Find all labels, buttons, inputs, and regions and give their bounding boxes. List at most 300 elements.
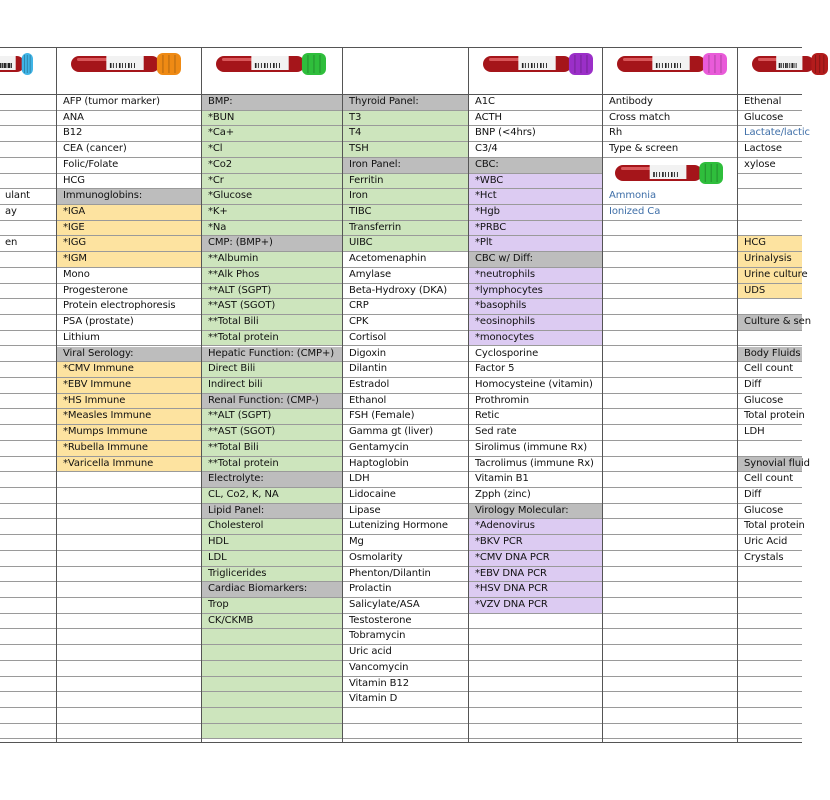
test-cell: LDH <box>738 425 802 441</box>
test-cell: Ethanol <box>343 394 468 410</box>
test-cell: HCG <box>738 236 802 252</box>
tube-column-6 <box>737 47 811 743</box>
column-header <box>0 48 56 95</box>
empty-cell <box>57 567 201 583</box>
empty-cell <box>469 645 602 661</box>
test-cell: Total protein <box>738 409 802 425</box>
test-cell: Sirolimus (immune Rx) <box>469 441 602 457</box>
test-cell: Mono <box>57 268 201 284</box>
test-cell: **Total protein <box>202 457 342 473</box>
empty-cell <box>0 284 56 300</box>
test-cell: Salicylate/ASA <box>343 598 468 614</box>
test-tube-icon <box>0 51 35 77</box>
test-cell: Lithium <box>57 331 201 347</box>
test-cell <box>0 126 56 142</box>
test-cell: Beta-Hydroxy (DKA) <box>343 284 468 300</box>
test-cell: Osmolarity <box>343 551 468 567</box>
empty-cell <box>57 645 201 661</box>
empty-cell <box>603 315 737 331</box>
section-header: CBC: <box>469 158 602 174</box>
test-cell: Haptoglobin <box>343 457 468 473</box>
empty-cell <box>0 582 56 598</box>
test-cell: ay <box>0 205 56 221</box>
empty-cell <box>603 614 737 630</box>
test-cell: Protein electrophoresis <box>57 299 201 315</box>
test-cell: *IGE <box>57 221 201 237</box>
test-tube-icon <box>481 51 595 77</box>
test-cell: Vancomycin <box>343 661 468 677</box>
empty-cell <box>0 268 56 284</box>
test-cell: **Albumin <box>202 252 342 268</box>
empty-cell <box>57 724 201 740</box>
empty-cell <box>469 661 602 677</box>
empty-cell <box>202 645 342 661</box>
test-cell: Factor 5 <box>469 362 602 378</box>
empty-cell <box>57 504 201 520</box>
test-cell: Prothromin <box>469 394 602 410</box>
empty-cell <box>0 614 56 630</box>
empty-cell <box>603 409 737 425</box>
test-cell: Cell count <box>738 472 802 488</box>
section-header: Virology Molecular: <box>469 504 602 520</box>
test-cell: CL, Co2, K, NA <box>202 488 342 504</box>
empty-cell <box>0 661 56 677</box>
test-cell: T3 <box>343 111 468 127</box>
tube-column-4 <box>468 47 602 743</box>
test-cell: *monocytes <box>469 331 602 347</box>
empty-cell <box>202 692 342 708</box>
test-cell: AFP (tumor marker) <box>57 95 201 111</box>
test-cell: Uric Acid <box>738 535 802 551</box>
empty-cell <box>469 614 602 630</box>
column-header <box>343 48 468 95</box>
test-cell: *EBV Immune <box>57 378 201 394</box>
test-cell: Zpph (zinc) <box>469 488 602 504</box>
test-cell: **ALT (SGPT) <box>202 409 342 425</box>
empty-cell <box>603 299 737 315</box>
test-cell: *VZV DNA PCR <box>469 598 602 614</box>
section-header: Renal Function: (CMP-) <box>202 394 342 410</box>
test-cell: Homocysteine (vitamin) <box>469 378 602 394</box>
test-cell: Cortisol <box>343 331 468 347</box>
empty-cell <box>0 488 56 504</box>
empty-cell <box>738 708 802 724</box>
test-tube-icon <box>615 51 729 77</box>
test-cell: Crystals <box>738 551 802 567</box>
test-cell: Cyclosporine <box>469 347 602 363</box>
empty-cell <box>738 677 802 693</box>
empty-cell <box>603 582 737 598</box>
empty-cell <box>0 598 56 614</box>
column-header <box>202 48 342 95</box>
test-tube-icon <box>69 51 183 77</box>
empty-cell <box>603 661 737 677</box>
empty-cell <box>603 692 737 708</box>
empty-cell <box>57 661 201 677</box>
section-header: BMP: <box>202 95 342 111</box>
test-cell: Testosterone <box>343 614 468 630</box>
empty-cell <box>343 708 468 724</box>
test-cell: *IGM <box>57 252 201 268</box>
test-cell: **Alk Phos <box>202 268 342 284</box>
test-cell: *Adenovirus <box>469 519 602 535</box>
test-cell: HDL <box>202 535 342 551</box>
empty-cell <box>738 629 802 645</box>
test-cell: HCG <box>57 174 201 190</box>
test-cell: *BUN <box>202 111 342 127</box>
test-cell: BNP (<4hrs) <box>469 126 602 142</box>
section-header: Cardiac Biomarkers: <box>202 582 342 598</box>
test-cell: *eosinophils <box>469 315 602 331</box>
test-cell: *EBV DNA PCR <box>469 567 602 583</box>
test-cell <box>0 142 56 158</box>
test-cell: Retic <box>469 409 602 425</box>
test-cell <box>0 111 56 127</box>
empty-cell <box>603 378 737 394</box>
empty-cell <box>202 629 342 645</box>
empty-cell <box>603 472 737 488</box>
test-cell: *Mumps Immune <box>57 425 201 441</box>
column-header <box>469 48 602 95</box>
column-header <box>603 48 737 95</box>
test-cell <box>738 221 802 237</box>
test-cell: Lactate/lactic <box>738 126 802 142</box>
test-tube-icon <box>613 160 725 186</box>
test-cell: *IGA <box>57 205 201 221</box>
test-cell: Cholesterol <box>202 519 342 535</box>
empty-cell <box>0 299 56 315</box>
test-cell: Glucose <box>738 394 802 410</box>
section-header: Lipid Panel: <box>202 504 342 520</box>
test-cell: Iron <box>343 189 468 205</box>
test-cell: *Rubella Immune <box>57 441 201 457</box>
test-cell: Ammonia <box>603 189 737 205</box>
test-cell: Acetomenaphin <box>343 252 468 268</box>
empty-cell <box>0 567 56 583</box>
test-cell: *Co2 <box>202 158 342 174</box>
section-header: Body Fluids <box>738 347 802 363</box>
empty-cell <box>343 724 468 740</box>
test-cell <box>738 174 802 190</box>
test-cell: Uric acid <box>343 645 468 661</box>
empty-cell <box>0 472 56 488</box>
empty-cell <box>0 425 56 441</box>
test-cell: CRP <box>343 299 468 315</box>
test-cell: Triglicerides <box>202 567 342 583</box>
test-cell <box>0 221 56 237</box>
test-cell: Transferrin <box>343 221 468 237</box>
test-cell: UIBC <box>343 236 468 252</box>
test-cell <box>0 174 56 190</box>
section-header: Hepatic Function: (CMP+) <box>202 347 342 363</box>
test-cell: Prolactin <box>343 582 468 598</box>
test-cell: C3/4 <box>469 142 602 158</box>
test-cell: *lymphocytes <box>469 284 602 300</box>
test-cell: TIBC <box>343 205 468 221</box>
tube-column-3 <box>342 47 468 743</box>
empty-cell <box>202 661 342 677</box>
test-cell <box>738 299 802 315</box>
test-cell: PSA (prostate) <box>57 315 201 331</box>
empty-cell <box>57 692 201 708</box>
test-cell: Estradol <box>343 378 468 394</box>
empty-cell <box>0 708 56 724</box>
empty-cell <box>603 551 737 567</box>
empty-cell <box>57 582 201 598</box>
test-cell: TSH <box>343 142 468 158</box>
test-cell: *IGG <box>57 236 201 252</box>
empty-cell <box>738 598 802 614</box>
empty-cell <box>0 362 56 378</box>
empty-cell <box>603 488 737 504</box>
test-cell: Gentamycin <box>343 441 468 457</box>
test-cell: en <box>0 236 56 252</box>
empty-cell <box>603 724 737 740</box>
tube-column-2 <box>201 47 342 743</box>
test-cell: Sed rate <box>469 425 602 441</box>
empty-cell <box>603 598 737 614</box>
test-cell: Trop <box>202 598 342 614</box>
empty-cell <box>469 677 602 693</box>
test-cell: *Ca+ <box>202 126 342 142</box>
empty-cell <box>57 488 201 504</box>
test-cell: Cross match <box>603 111 737 127</box>
empty-cell <box>0 441 56 457</box>
test-cell: *CMV DNA PCR <box>469 551 602 567</box>
test-cell: Vitamin B12 <box>343 677 468 693</box>
empty-cell <box>57 551 201 567</box>
test-cell <box>738 189 802 205</box>
empty-cell <box>0 347 56 363</box>
test-cell: Tobramycin <box>343 629 468 645</box>
test-cell: LDH <box>343 472 468 488</box>
test-cell: *WBC <box>469 174 602 190</box>
test-cell: *Varicella Immune <box>57 457 201 473</box>
test-cell: **AST (SGOT) <box>202 299 342 315</box>
empty-cell <box>469 708 602 724</box>
test-cell: Ethenal <box>738 95 802 111</box>
test-cell: *neutrophils <box>469 268 602 284</box>
test-cell: *HS Immune <box>57 394 201 410</box>
test-cell: *K+ <box>202 205 342 221</box>
empty-cell <box>57 614 201 630</box>
empty-cell <box>469 692 602 708</box>
test-cell: xylose <box>738 158 802 174</box>
empty-cell <box>603 677 737 693</box>
test-cell: Dilantin <box>343 362 468 378</box>
test-cell: Total protein <box>738 519 802 535</box>
empty-cell <box>57 519 201 535</box>
empty-cell <box>57 535 201 551</box>
test-cell: Tacrolimus (immune Rx) <box>469 457 602 473</box>
empty-cell <box>738 692 802 708</box>
tube-column-5 <box>602 47 737 743</box>
section-header: Immunoglobins: <box>57 189 201 205</box>
empty-cell <box>57 472 201 488</box>
empty-cell <box>0 394 56 410</box>
test-cell: Lactose <box>738 142 802 158</box>
empty-cell <box>0 724 56 740</box>
empty-cell <box>469 724 602 740</box>
test-cell: Glucose <box>738 111 802 127</box>
section-header: Culture & sen <box>738 315 802 331</box>
test-cell: Gamma gt (liver) <box>343 425 468 441</box>
test-cell: Lutenizing Hormone <box>343 519 468 535</box>
empty-cell <box>0 629 56 645</box>
test-cell: Diff <box>738 378 802 394</box>
empty-cell <box>603 252 737 268</box>
empty-cell <box>603 221 737 237</box>
test-cell: Urine culture <box>738 268 802 284</box>
empty-cell <box>738 582 802 598</box>
test-cell: Ionized Ca <box>603 205 737 221</box>
empty-cell <box>603 268 737 284</box>
test-cell: *Cr <box>202 174 342 190</box>
section-header: CMP: (BMP+) <box>202 236 342 252</box>
test-cell: *Cl <box>202 142 342 158</box>
empty-cell <box>738 614 802 630</box>
test-cell: *HSV DNA PCR <box>469 582 602 598</box>
test-cell: Diff <box>738 488 802 504</box>
empty-cell <box>0 409 56 425</box>
test-cell: CPK <box>343 315 468 331</box>
test-cell: Vitamin D <box>343 692 468 708</box>
empty-cell <box>603 331 737 347</box>
test-tube-icon <box>750 51 830 77</box>
empty-cell <box>0 677 56 693</box>
test-cell: Indirect bili <box>202 378 342 394</box>
test-cell <box>738 331 802 347</box>
test-cell <box>0 95 56 111</box>
section-header: Electrolyte: <box>202 472 342 488</box>
test-cell: LDL <box>202 551 342 567</box>
test-cell: FSH (Female) <box>343 409 468 425</box>
test-cell: **ALT (SGPT) <box>202 284 342 300</box>
test-cell: **Total Bili <box>202 315 342 331</box>
empty-cell <box>57 677 201 693</box>
test-cell: **Total protein <box>202 331 342 347</box>
test-cell: Amylase <box>343 268 468 284</box>
empty-cell <box>202 677 342 693</box>
empty-cell <box>0 535 56 551</box>
empty-cell <box>603 347 737 363</box>
empty-cell <box>738 567 802 583</box>
test-cell: T4 <box>343 126 468 142</box>
test-cell: *CMV Immune <box>57 362 201 378</box>
test-cell: *Plt <box>469 236 602 252</box>
empty-cell <box>0 378 56 394</box>
empty-cell <box>603 708 737 724</box>
test-cell: Lidocaine <box>343 488 468 504</box>
column-header <box>738 48 802 95</box>
section-header: Thyroid Panel: <box>343 95 468 111</box>
empty-cell <box>603 441 737 457</box>
test-cell: **Total Bili <box>202 441 342 457</box>
empty-cell <box>738 645 802 661</box>
test-cell: Phenton/Dilantin <box>343 567 468 583</box>
test-cell: CEA (cancer) <box>57 142 201 158</box>
empty-cell <box>603 629 737 645</box>
empty-cell <box>603 236 737 252</box>
empty-cell <box>603 567 737 583</box>
test-cell: ACTH <box>469 111 602 127</box>
test-cell: Glucose <box>738 504 802 520</box>
test-cell: *Na <box>202 221 342 237</box>
empty-cell <box>603 362 737 378</box>
empty-cell <box>603 519 737 535</box>
empty-cell <box>0 692 56 708</box>
test-cell: ANA <box>57 111 201 127</box>
tube-column-1 <box>56 47 201 743</box>
test-cell: Direct Bili <box>202 362 342 378</box>
test-cell: Vitamin B1 <box>469 472 602 488</box>
test-cell: CK/CKMB <box>202 614 342 630</box>
empty-cell <box>603 535 737 551</box>
tube-column-0 <box>0 47 56 743</box>
empty-cell <box>603 504 737 520</box>
section-header: CBC w/ Diff: <box>469 252 602 268</box>
section-header: Synovial fluid <box>738 457 802 473</box>
test-cell: *basophils <box>469 299 602 315</box>
empty-cell <box>0 331 56 347</box>
empty-cell <box>0 315 56 331</box>
empty-cell <box>603 394 737 410</box>
test-cell: Digoxin <box>343 347 468 363</box>
empty-cell <box>469 629 602 645</box>
empty-cell <box>603 645 737 661</box>
empty-cell <box>0 457 56 473</box>
test-cell: **AST (SGOT) <box>202 425 342 441</box>
empty-cell <box>57 708 201 724</box>
empty-cell <box>603 457 737 473</box>
empty-cell <box>202 724 342 740</box>
test-cell: A1C <box>469 95 602 111</box>
test-cell: *Glucose <box>202 189 342 205</box>
test-cell: *PRBC <box>469 221 602 237</box>
test-cell: Antibody <box>603 95 737 111</box>
empty-cell <box>603 284 737 300</box>
empty-cell <box>57 598 201 614</box>
empty-cell <box>57 629 201 645</box>
test-cell <box>738 205 802 221</box>
test-cell: ulant <box>0 189 56 205</box>
test-cell: Progesterone <box>57 284 201 300</box>
section-header: Iron Panel: <box>343 158 468 174</box>
test-cell: Ferritin <box>343 174 468 190</box>
test-cell: Mg <box>343 535 468 551</box>
empty-cell <box>202 708 342 724</box>
test-cell: Rh <box>603 126 737 142</box>
empty-cell <box>0 645 56 661</box>
test-cell: Urinalysis <box>738 252 802 268</box>
empty-cell <box>0 252 56 268</box>
empty-cell <box>0 504 56 520</box>
empty-cell <box>738 661 802 677</box>
empty-cell <box>603 425 737 441</box>
test-cell: *Hgb <box>469 205 602 221</box>
empty-cell <box>738 724 802 740</box>
test-cell: *BKV PCR <box>469 535 602 551</box>
test-cell: UDS <box>738 284 802 300</box>
test-cell: Folic/Folate <box>57 158 201 174</box>
empty-cell <box>0 551 56 567</box>
empty-cell <box>0 519 56 535</box>
test-cell <box>0 158 56 174</box>
test-cell: Type & screen <box>603 142 737 158</box>
test-cell: Lipase <box>343 504 468 520</box>
column-header <box>57 48 201 95</box>
test-cell: Cell count <box>738 362 802 378</box>
